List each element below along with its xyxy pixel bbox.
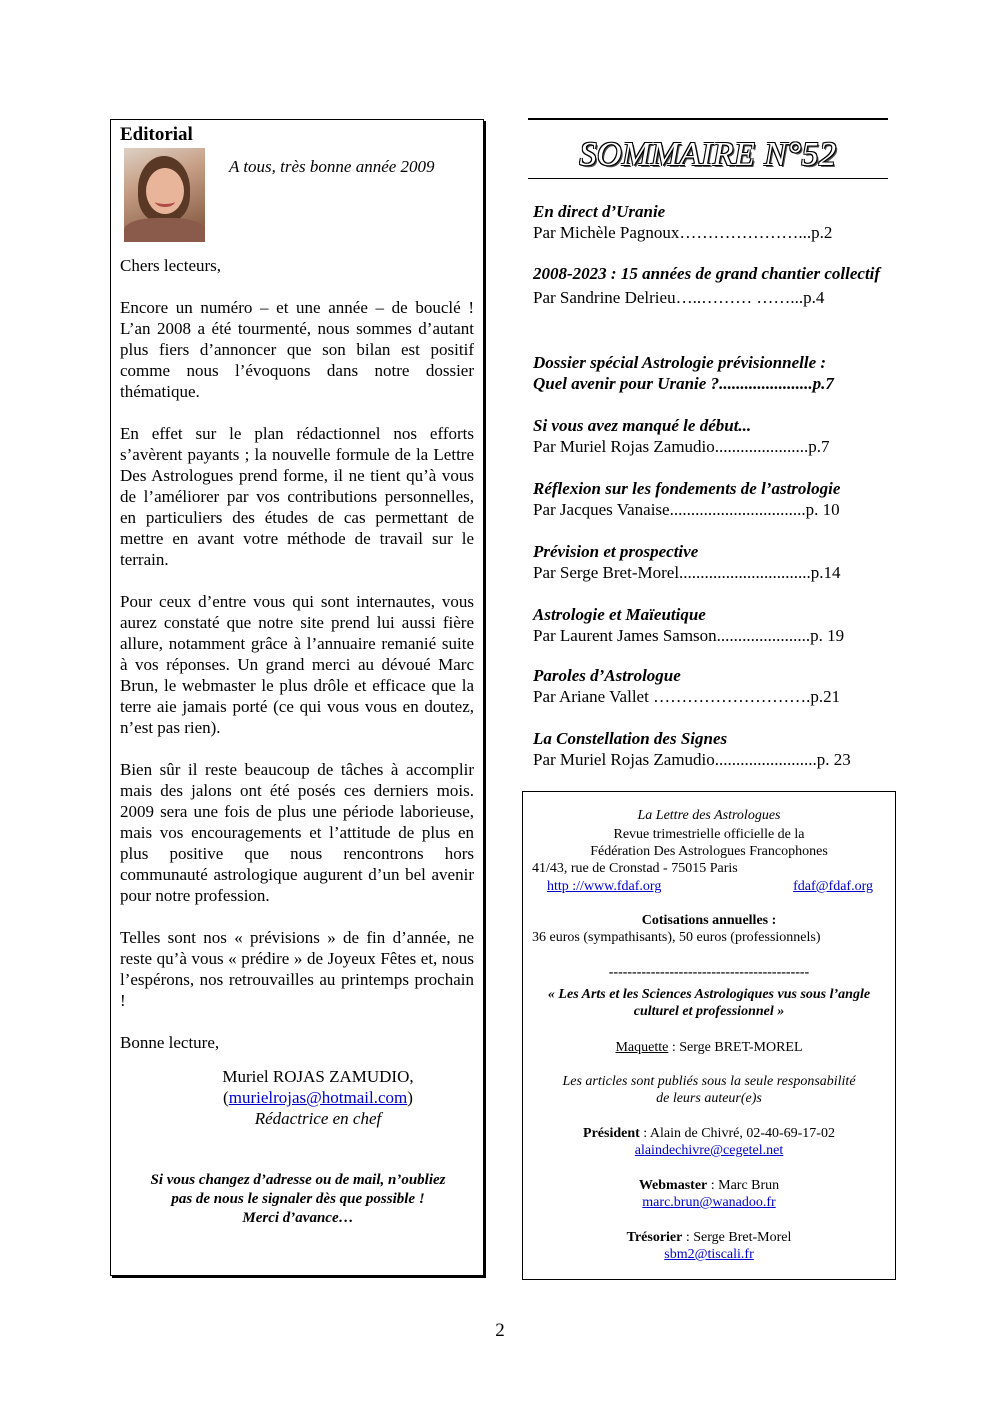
tresorier-label: Trésorier bbox=[626, 1230, 683, 1245]
president-email-wrap bbox=[523, 1142, 895, 1159]
president-line bbox=[523, 1125, 895, 1142]
toc-byline: Par Muriel Rojas Zamudio......................p.7 bbox=[533, 437, 830, 456]
note-line: pas de nous le signaler dès que possible ! bbox=[171, 1191, 425, 1207]
disclaimer-line: Les articles sont publiés sous la seule responsabilité bbox=[562, 1074, 856, 1089]
maquette-line bbox=[523, 1039, 895, 1056]
tresorier-line bbox=[523, 1229, 895, 1246]
toc-title: Prévision et prospective bbox=[533, 542, 699, 561]
cotisations-text: 36 euros (sympathisants), 50 euros (professionnels) bbox=[532, 930, 821, 945]
maquette-value: : Serge BRET-MOREL bbox=[668, 1040, 803, 1055]
editorial-box bbox=[110, 119, 484, 1276]
federation-address: 41/43, rue de Cronstad - 75015 Paris bbox=[532, 861, 738, 876]
editorial-greeting: A tous, très bonne année 2009 bbox=[229, 157, 435, 176]
toc-title: Réflexion sur les fondements de l’astrologie bbox=[533, 479, 841, 498]
toc-item[interactable] bbox=[533, 541, 886, 583]
editorial-title: Editorial bbox=[120, 124, 193, 145]
email-link-wrap bbox=[793, 878, 873, 895]
signature-name: Muriel ROJAS ZAMUDIO, bbox=[222, 1067, 414, 1086]
toc-item[interactable] bbox=[533, 263, 886, 308]
disclaimer-line: de leurs auteur(e)s bbox=[656, 1091, 762, 1106]
toc-title: Paroles d’Astrologue bbox=[533, 666, 681, 685]
webmaster-email-wrap bbox=[523, 1194, 895, 1211]
toc-title: En direct d’Uranie bbox=[533, 202, 666, 221]
toc-item[interactable] bbox=[533, 665, 886, 707]
note-line: Merci d’avance… bbox=[242, 1210, 354, 1226]
editorial-body bbox=[120, 255, 474, 1074]
webmaster-email-link[interactable]: marc.brun@wanadoo.fr bbox=[642, 1195, 776, 1210]
maquette-label: Maquette bbox=[615, 1040, 669, 1055]
toc-byline: Par Jacques Vanaise................................p. 10 bbox=[533, 500, 840, 519]
address-change-note bbox=[111, 1171, 485, 1228]
toc-byline: Par Sandrine Delrieu…..……… ……...p.4 bbox=[533, 288, 825, 307]
toc-byline: Par Michèle Pagnoux…………………...p.2 bbox=[533, 223, 833, 242]
website-link-wrap bbox=[547, 878, 661, 895]
toc-title: Dossier spécial Astrologie prévisionnelle : bbox=[533, 353, 827, 372]
toc-item[interactable] bbox=[533, 478, 886, 520]
webmaster-label: Webmaster bbox=[638, 1178, 708, 1193]
page-number: 2 bbox=[495, 1320, 505, 1341]
motto-line: culturel et professionnel » bbox=[633, 1004, 785, 1019]
website-link[interactable]: http ://www.fdaf.org bbox=[547, 879, 662, 894]
editorial-paragraph: Bonne lecture, bbox=[120, 1033, 220, 1052]
toc-item[interactable] bbox=[533, 728, 886, 770]
toc-title: Astrologie et Maïeutique bbox=[533, 605, 706, 624]
tresorier-value: : Serge Bret-Morel bbox=[682, 1230, 792, 1245]
toc-title: La Constellation des Signes bbox=[533, 729, 728, 748]
toc-byline: Par Ariane Vallet ……………………….p.21 bbox=[533, 687, 841, 706]
toc-byline: Par Muriel Rojas Zamudio........................p. 23 bbox=[533, 750, 851, 769]
editorial-paragraph: Telles sont nos « prévisions » de fin d’année, ne reste qu’à vous « prédire » de Joyeux Fêtes et, nous l’espérons, nos retrouvailles au printemps prochain ! bbox=[120, 928, 474, 1010]
sommaire-bottom-rule bbox=[528, 178, 888, 179]
webmaster-line bbox=[523, 1177, 895, 1194]
motto-line: « Les Arts et les Sciences Astrologiques vus sous l’angle bbox=[547, 987, 871, 1002]
cotisations-label: Cotisations annuelles : bbox=[641, 913, 777, 928]
toc-title: Si vous avez manqué le début... bbox=[533, 416, 752, 435]
journal-subtitle: Revue trimestrielle officielle de la bbox=[613, 827, 805, 842]
toc-item[interactable] bbox=[533, 415, 886, 457]
toc-title: 2008-2023 : 15 années de grand chantier collectif bbox=[533, 264, 881, 283]
president-value: : Alain de Chivré, 02-40-69-17-02 bbox=[639, 1126, 835, 1141]
editorial-paragraph: Encore un numéro – et une année – de bouclé ! L’an 2008 a été tourmenté, nous sommes d’autant plus fiers d’annoncer que son bilan est positif comme nous l’évoquons dans notre dossier thématique. bbox=[120, 298, 474, 401]
editorial-signature: Muriel ROJAS ZAMUDIO, (murielrojas@hotmail.com) Rédactrice en chef bbox=[111, 1066, 485, 1129]
president-label: Président bbox=[583, 1126, 640, 1141]
toc-byline: Par Serge Bret-Morel...............................p.14 bbox=[533, 563, 841, 582]
editorial-paragraph: Bien sûr il reste beaucoup de tâches à accomplir mais des jalons ont été posés ces derniers mois. 2009 sera une fois de plus une période laborieuse, mais vos encouragements et l’attitude de plus en plus positive que nous rencontrons hors communauté astrologique augurent d’un bel avenir pour notre profession. bbox=[120, 760, 474, 905]
tresorier-email-wrap bbox=[523, 1246, 895, 1263]
signature-role: Rédactrice en chef bbox=[254, 1109, 382, 1128]
note-line: Si vous changez d’adresse ou de mail, n’oubliez bbox=[150, 1172, 446, 1188]
toc-byline: Quel avenir pour Uranie ?......................p.7 bbox=[533, 374, 834, 393]
publication-info-box bbox=[522, 791, 896, 1280]
webmaster-value: : Marc Brun bbox=[707, 1178, 780, 1193]
toc-byline: Par Laurent James Samson......................p. 19 bbox=[533, 626, 845, 645]
toc-item[interactable] bbox=[533, 604, 886, 646]
signature-email-link[interactable]: murielrojas@hotmail.com bbox=[228, 1088, 408, 1107]
sommaire-top-rule bbox=[528, 118, 888, 120]
separator-line: ------------------------------------------- bbox=[608, 965, 810, 980]
federation-email-link[interactable]: fdaf@fdaf.org bbox=[793, 879, 873, 894]
toc-item[interactable] bbox=[533, 201, 886, 243]
federation-name: Fédération Des Astrologues Francophones bbox=[590, 844, 828, 859]
sommaire-title: SOMMAIRE N°52 bbox=[579, 136, 837, 173]
editorial-paragraph: Chers lecteurs, bbox=[120, 256, 222, 275]
editor-photo bbox=[124, 148, 205, 242]
editorial-paragraph: En effet sur le plan rédactionnel nos efforts s’avèrent payants ; la nouvelle formule de la Lettre Des Astrologues prend forme, il ne tient qu’à vous de l’améliorer par vos contributions personnelles, en particuliers des études de cas permettant de mettre en avant votre méthode de travail sur le terrain. bbox=[120, 424, 474, 569]
president-email-link[interactable]: alaindechivre@cegetel.net bbox=[634, 1143, 784, 1158]
editorial-paragraph: Pour ceux d’entre vous qui sont internautes, vous aurez constaté que notre site prend lui aussi fière allure, notamment grâce à l’annuaire remanié suite à vos réponses. Un grand merci au dévoué Marc Brun, le webmaster le plus drôle et efficace que la terre aie jamais porté (ce qui vous vous en doutez, n’est pas rien). bbox=[120, 592, 474, 737]
journal-name: La Lettre des Astrologues bbox=[637, 808, 781, 823]
tresorier-email-link[interactable]: sbm2@tiscali.fr bbox=[664, 1247, 754, 1262]
toc-item[interactable] bbox=[533, 352, 886, 394]
